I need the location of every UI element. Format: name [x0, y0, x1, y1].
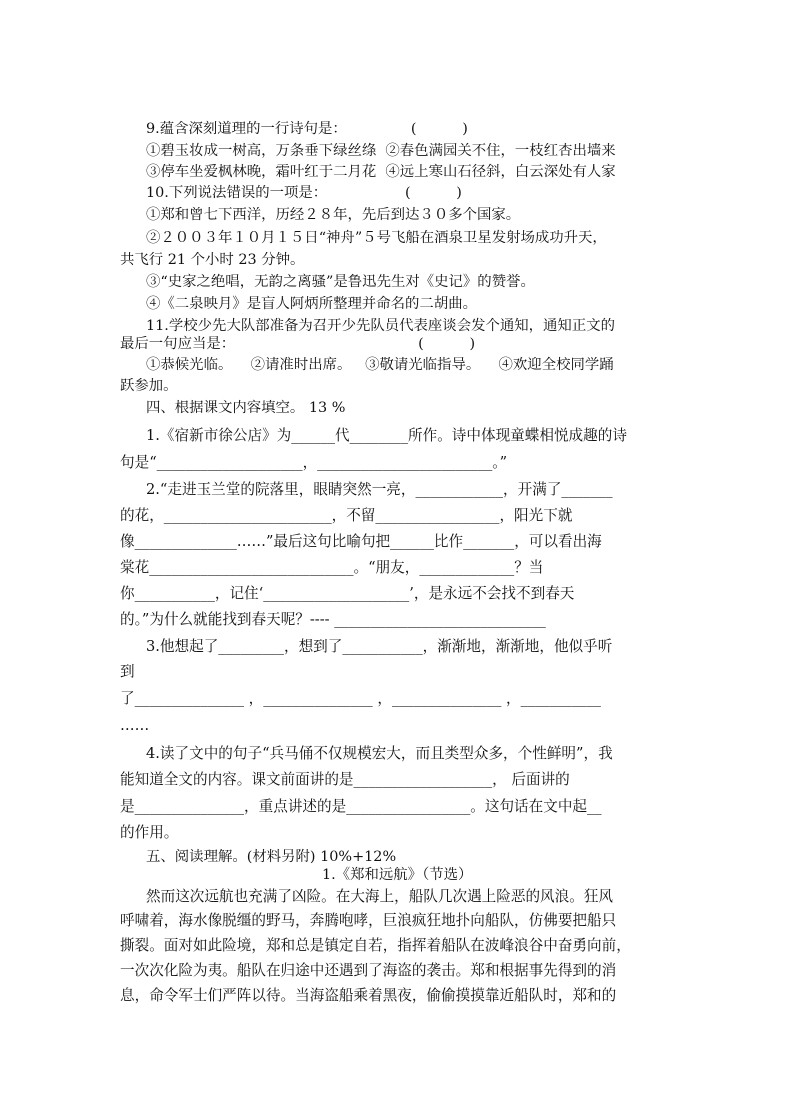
question-10-option-3: ③“史家之绝唱，无韵之离骚”是鲁迅先生对《史记》的赞誉。 — [146, 274, 535, 290]
question-9-stem: 9.蕴含深刻道理的一行诗句是： ( ) — [146, 121, 468, 137]
fill-3-line-2: 到 — [120, 663, 135, 680]
fill-3-line-3: 了_______________ ，_______________ ，_______________ ，___________ — [120, 690, 601, 707]
question-10-option-2-cont: 共飞行 21 个小时 23 分钟。 — [120, 252, 305, 268]
passage-line-1: 然而这次远航也充满了凶险。在大海上，船队几次遇上险恶的风浪。狂风 — [146, 888, 614, 905]
question-10-option-2: ②２００３年１０月１５日“神舟”５号飞船在酒泉卫星发射场成功升天， — [146, 230, 607, 246]
fill-4-line-3: 是_______________，重点讲述的是_________________。这句话在文中起__ — [120, 798, 602, 815]
fill-2-line-6: 的。”为什么就能找到春天呢？---- _____________________________ — [120, 611, 546, 628]
fill-4-line-1: 4.读了文中的句子“兵马俑不仅规模宏大，而且类型众多，个性鲜明”，我 — [146, 745, 613, 762]
fill-3-line-1: 3.他想起了_________，想到了___________，渐渐地，渐渐地，他似乎听 — [146, 638, 613, 655]
fill-4-line-2: 能知道全文的内容。课文前面讲的是___________________， 后面讲的 — [120, 771, 570, 788]
question-11-stem-cont: 最后一句应当是： ( ) — [120, 336, 476, 352]
section-4-heading: 四、根据课文内容填空。 13 % — [146, 400, 346, 416]
fill-2-line-5: 你___________，记住‘____________________’，是永远不会找不到春天 — [120, 585, 575, 602]
fill-2-line-4: 棠花____________________________。“朋友，_____________？当 — [120, 559, 544, 576]
fill-1-line-1: 1.《宿新市徐公店》为______代________所作。诗中体现童蝶相悦成趣的诗 — [146, 427, 627, 444]
question-9-options-3-4: ③停车坐爱枫林晚，霜叶红于二月花 ④远上寒山石径斜，白云深处有人家 — [146, 164, 616, 180]
section-5-heading: 五、阅读理解。(材料另附) 10%+12% — [146, 849, 397, 865]
fill-2-line-2: 的花，_______________________，不留_________________，阳光下就 — [120, 507, 573, 524]
question-11-options: ①恭候光临。 ②请准时出席。 ③敬请光临指导。 ④欢迎全校同学踊 — [146, 357, 614, 373]
question-11-options-cont: 跃参加。 — [120, 378, 178, 394]
fill-3-line-4: …… — [120, 717, 150, 734]
fill-2-line-3: 像______________……”最后这句比喻句把______比作_______，可以看出海 — [120, 533, 602, 550]
passage-line-5: 息，命令军士们严阵以待。当海盗船乘着黑夜，偷偷摸摸靠近船队时，郑和的 — [120, 987, 617, 1004]
passage-line-4: 一次次化险为夷。船队在归途中还遇到了海盗的袭击。郑和根据事先得到的消 — [120, 962, 617, 979]
passage-title: 1.《郑和远航》（节选） — [322, 867, 473, 883]
question-10-option-1: ①郑和曾七下西洋，历经２８年，先后到达３０多个国家。 — [146, 207, 521, 223]
fill-1-line-2: 句是“____________________，________________________。” — [120, 454, 508, 471]
fill-4-line-4: 的作用。 — [120, 824, 179, 841]
question-10-stem: 10.下列说法错误的一项是： ( ) — [146, 185, 462, 201]
passage-line-2: 呼啸着，海水像脱缰的野马，奔腾咆哮，巨浪疯狂地扑向船队，仿佛要把船只 — [120, 912, 617, 929]
question-9-options-1-2: ①碧玉妆成一树高，万条垂下绿丝绦 ②春色满园关不住，一枝红杏出墙来 — [146, 143, 616, 159]
fill-2-line-1: 2.“走进玉兰堂的院落里，眼睛突然一亮，____________，开满了_______ — [146, 481, 613, 498]
question-11-stem: 11.学校少先大队部准备为召开少先队员代表座谈会发个通知，通知正文的 — [146, 318, 615, 334]
question-10-option-4: ④《二泉映月》是盲人阿炳所整理并命名的二胡曲。 — [146, 296, 477, 312]
passage-line-3: 撕裂。面对如此险境，郑和总是镇定自若，指挥着船队在波峰浪谷中奋勇向前， — [120, 937, 631, 954]
